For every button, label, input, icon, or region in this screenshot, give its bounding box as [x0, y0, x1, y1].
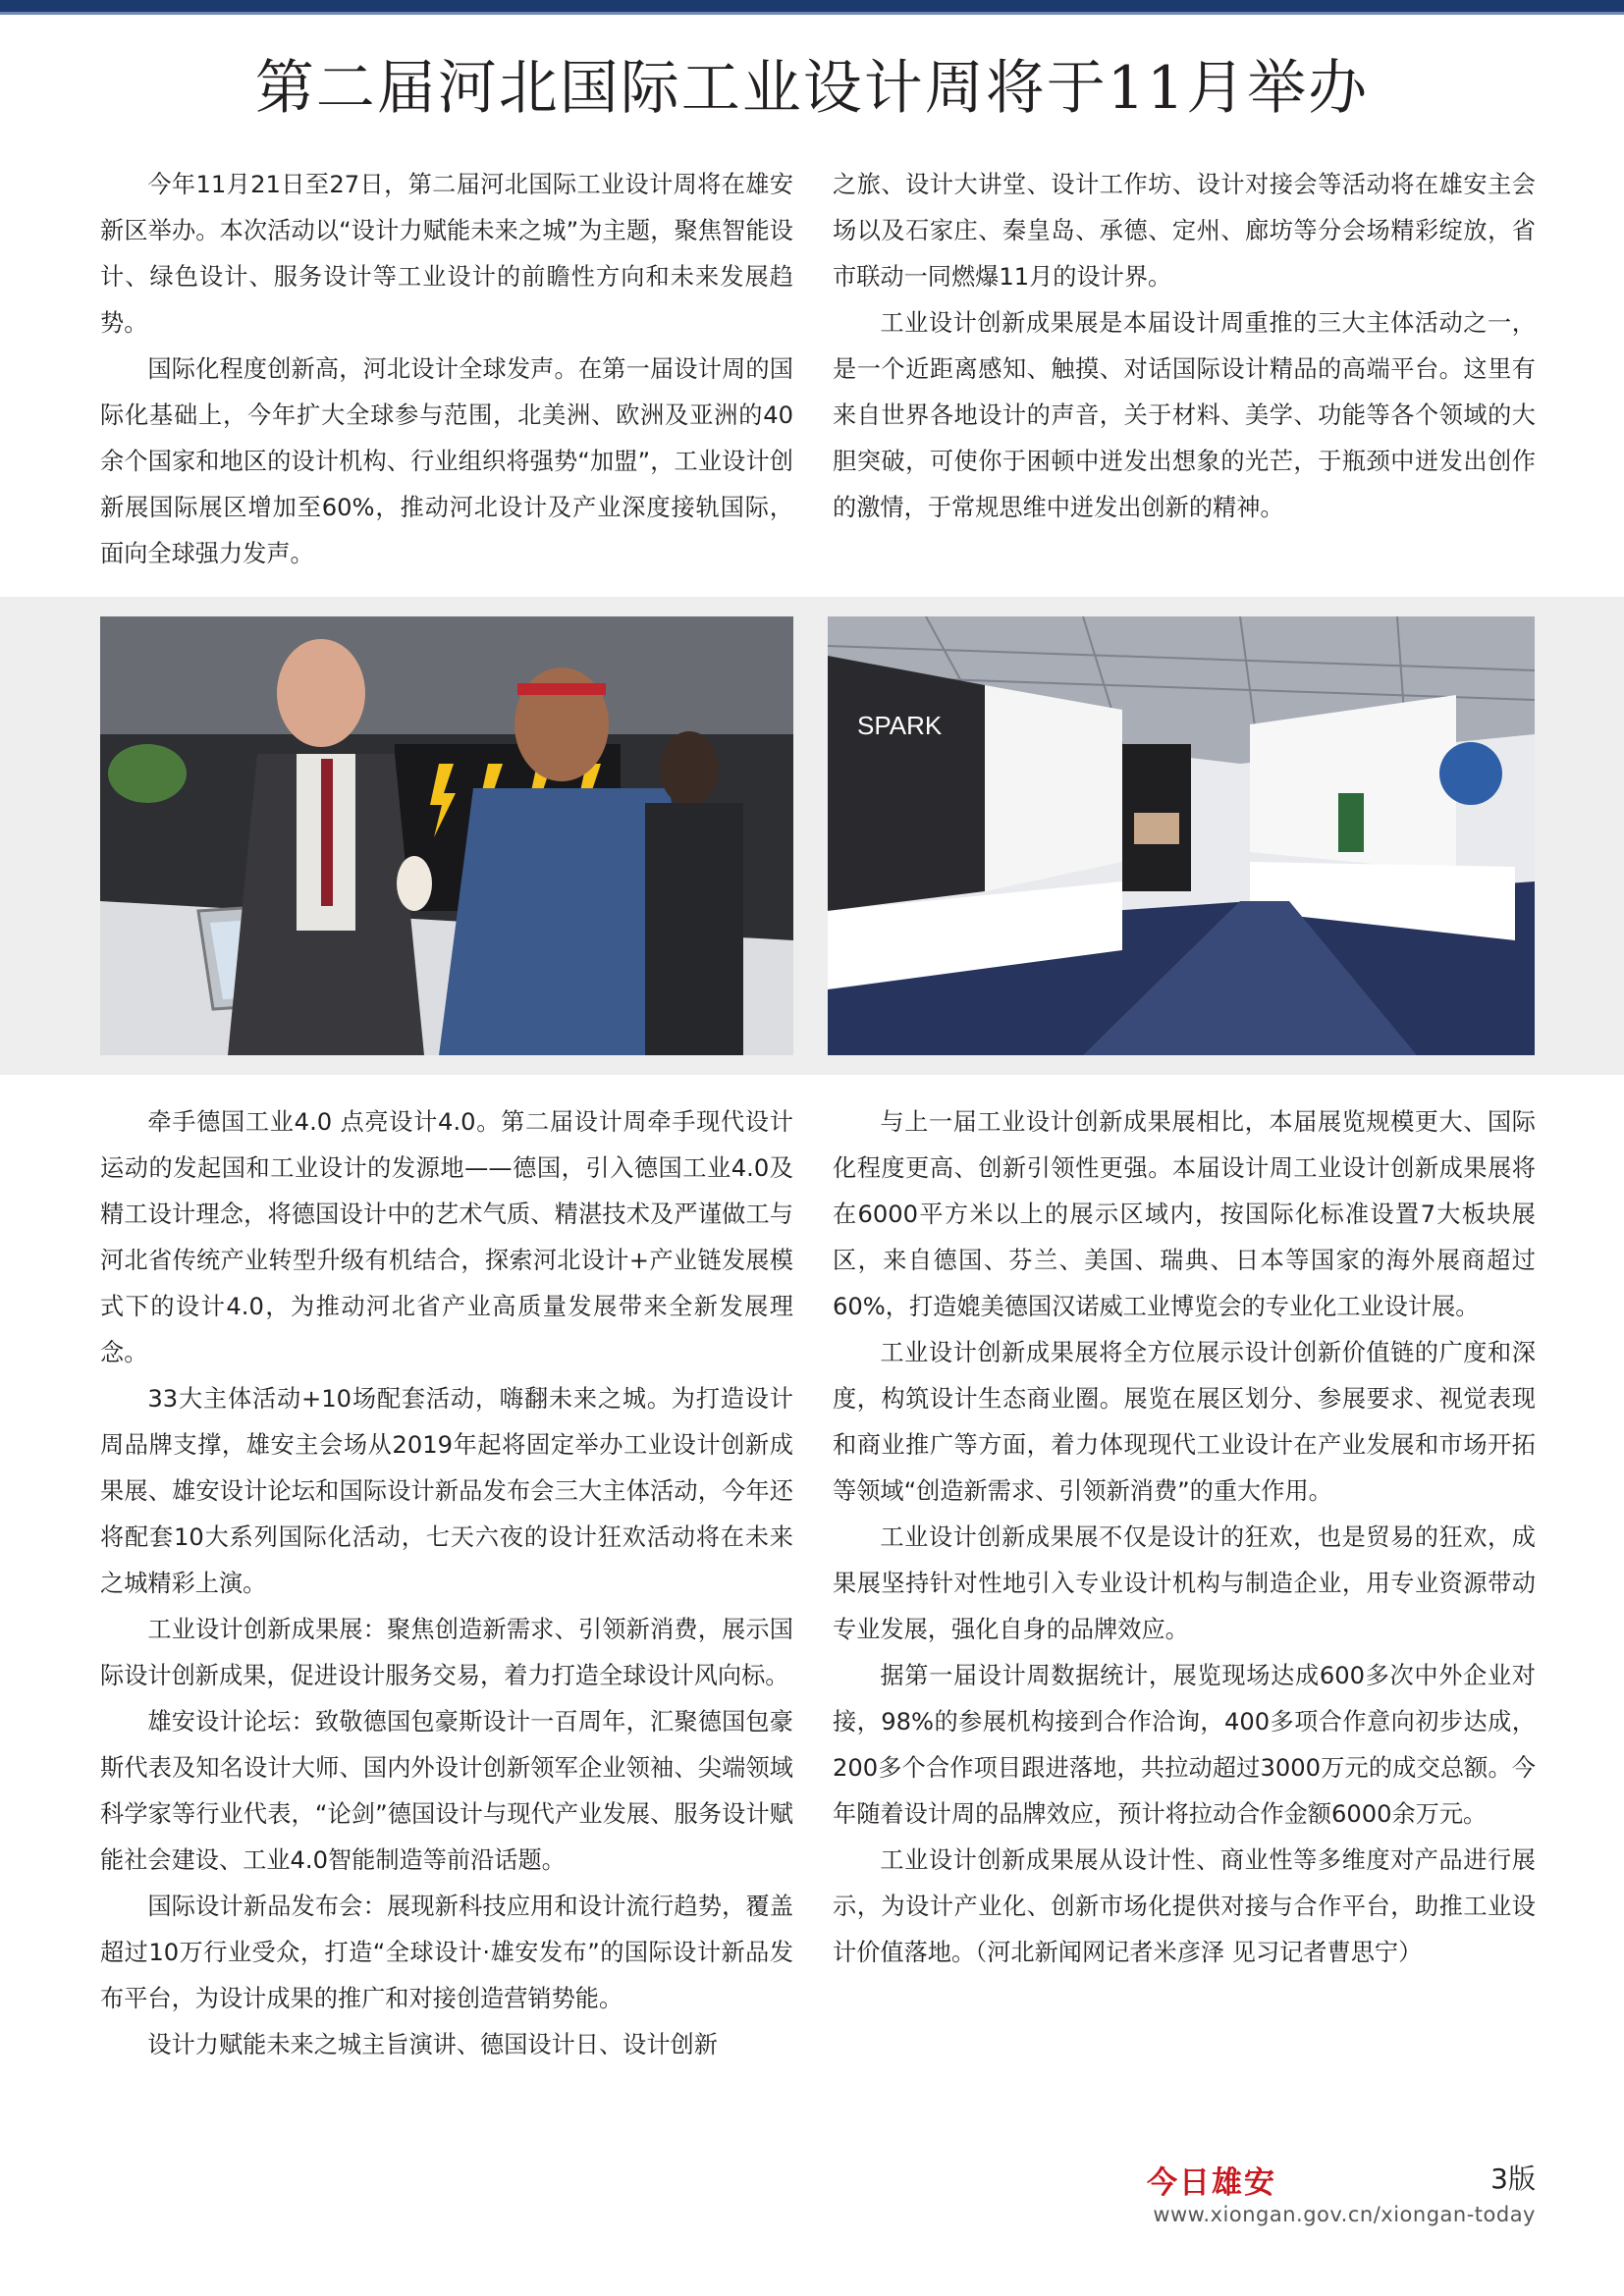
paragraph: 今年11月21日至27日，第二届河北国际工业设计周将在雄安新区举办。本次活动以“设计力赋能未来之城”为主题，聚焦智能设计、绿色设计、服务设计等工业设计的前瞻性方向和未来发展趋势。 [100, 171, 793, 337]
bottom-left-column [100, 1099, 793, 2068]
article-title: 第二届河北国际工业设计周将于11月举办 [254, 54, 1370, 123]
paragraph: 雄安设计论坛：致敬德国包豪斯设计一百周年，汇聚德国包豪斯代表及知名设计大师、国内外设计创新领军企业领袖、尖端领域科学家等行业代表，“论剑”德国设计与现代产业发展、服务设计赋能社会建设、工业4.0智能制造等前沿话题。 [100, 1708, 793, 1874]
bottom-right-column [833, 1099, 1536, 1976]
page-number: 3版 [1490, 2163, 1536, 2195]
paragraph: 国际化程度创新高，河北设计全球发声。在第一届设计周的国际化基础上，今年扩大全球参与范围，北美洲、欧洲及亚洲的40余个国家和地区的设计机构、行业组织将强势“加盟”，工业设计创新展国际展区增加至60%，推动河北设计及产业深度接轨国际，面向全球强力发声。 [100, 355, 793, 567]
top-color-bar [0, 0, 1624, 12]
photo-exhibition-illustration [828, 616, 1535, 1055]
paragraph: 工业设计创新成果展不仅是设计的狂欢，也是贸易的狂欢，成果展坚持针对性地引入专业设计机构与制造企业，用专业资源带动专业发展，强化自身的品牌效应。 [833, 1523, 1536, 1643]
photo-exhibition-hall [828, 616, 1535, 1055]
paragraph: 工业设计创新成果展从设计性、商业性等多维度对产品进行展示，为设计产业化、创新市场化提供对接与合作平台，助推工业设计价值落地。（河北新闻网记者米彦泽 见习记者曹思宁） [833, 1846, 1536, 1966]
top-color-bar-accent [0, 12, 1624, 15]
booth-sign-text: SPARK [857, 711, 943, 740]
paragraph: 工业设计创新成果展是本届设计周重推的三大主体活动之一，是一个近距离感知、触摸、对话国际设计精品的高端平台。这里有来自世界各地设计的声音，关于材料、美学、功能等各个领域的大胆突破，可使你于困顿中迸发出想象的光芒，于瓶颈中迸发出创作的激情，于常规思维中迸发出创新的精神。 [833, 309, 1536, 521]
paragraph: 工业设计创新成果展：聚焦创造新需求、引领新消费，展示国际设计创新成果，促进设计服务交易，着力打造全球设计风向标。 [100, 1616, 793, 1689]
photo-conversation [100, 616, 793, 1055]
paragraph: 牵手德国工业4.0 点亮设计4.0。第二届设计周牵手现代设计运动的发起国和工业设计的发源地——德国，引入德国工业4.0及精工设计理念，将德国设计中的艺术气质、精湛技术及严谨做工与河北省传统产业转型升级有机结合，探索河北设计+产业链发展模式下的设计4.0，为推动河北省产业高质量发展带来全新发展理念。 [100, 1108, 793, 1366]
photo-conversation-illustration [100, 616, 793, 1055]
paragraph-continued: 之旅、设计大讲堂、设计工作坊、设计对接会等活动将在雄安主会场以及石家庄、秦皇岛、承德、定州、廊坊等分会场精彩绽放，省市联动一同燃爆11月的设计界。 [833, 171, 1536, 291]
paragraph: 33大主体活动+10场配套活动，嗨翻未来之城。为打造设计周品牌支撑，雄安主会场从2019年起将固定举办工业设计创新成果展、雄安设计论坛和国际设计新品发布会三大主体活动，今年还将配套10大系列国际化活动，七天六夜的设计狂欢活动将在未来之城精彩上演。 [100, 1385, 793, 1597]
paragraph: 工业设计创新成果展将全方位展示设计创新价值链的广度和深度，构筑设计生态商业圈。展览在展区划分、参展要求、视觉表现和商业推广等方面，着力体现现代工业设计在产业发展和市场开拓等领域“创造新需求、引领新消费”的重大作用。 [833, 1339, 1536, 1505]
paragraph: 国际设计新品发布会：展现新科技应用和设计流行趋势，覆盖超过10万行业受众，打造“全球设计·雄安发布”的国际设计新品发布平台，为设计成果的推广和对接创造营销势能。 [100, 1893, 793, 2012]
newspaper-masthead: 今日雄安 [1147, 2165, 1276, 2201]
top-left-column [100, 162, 793, 577]
top-right-column [833, 162, 1536, 531]
paragraph: 与上一届工业设计创新成果展相比，本届展览规模更大、国际化程度更高、创新引领性更强。本届设计周工业设计创新成果展将在6000平方米以上的展示区域内，按国际化标准设置7大板块展区，来自德国、芬兰、美国、瑞典、日本等国家的海外展商超过60%，打造媲美德国汉诺威工业博览会的专业化工业设计展。 [833, 1108, 1536, 1320]
paragraph: 据第一届设计周数据统计，展览现场达成600多次中外企业对接，98%的参展机构接到合作洽询，400多项合作意向初步达成，200多个合作项目跟进落地，共拉动超过3000万元的成交总额。今年随着设计周的品牌效应，预计将拉动合作金额6000余万元。 [833, 1662, 1536, 1828]
paragraph: 设计力赋能未来之城主旨演讲、德国设计日、设计创新 [147, 2031, 718, 2058]
footer-url: www.xiongan.gov.cn/xiongan-today [1153, 2203, 1536, 2226]
